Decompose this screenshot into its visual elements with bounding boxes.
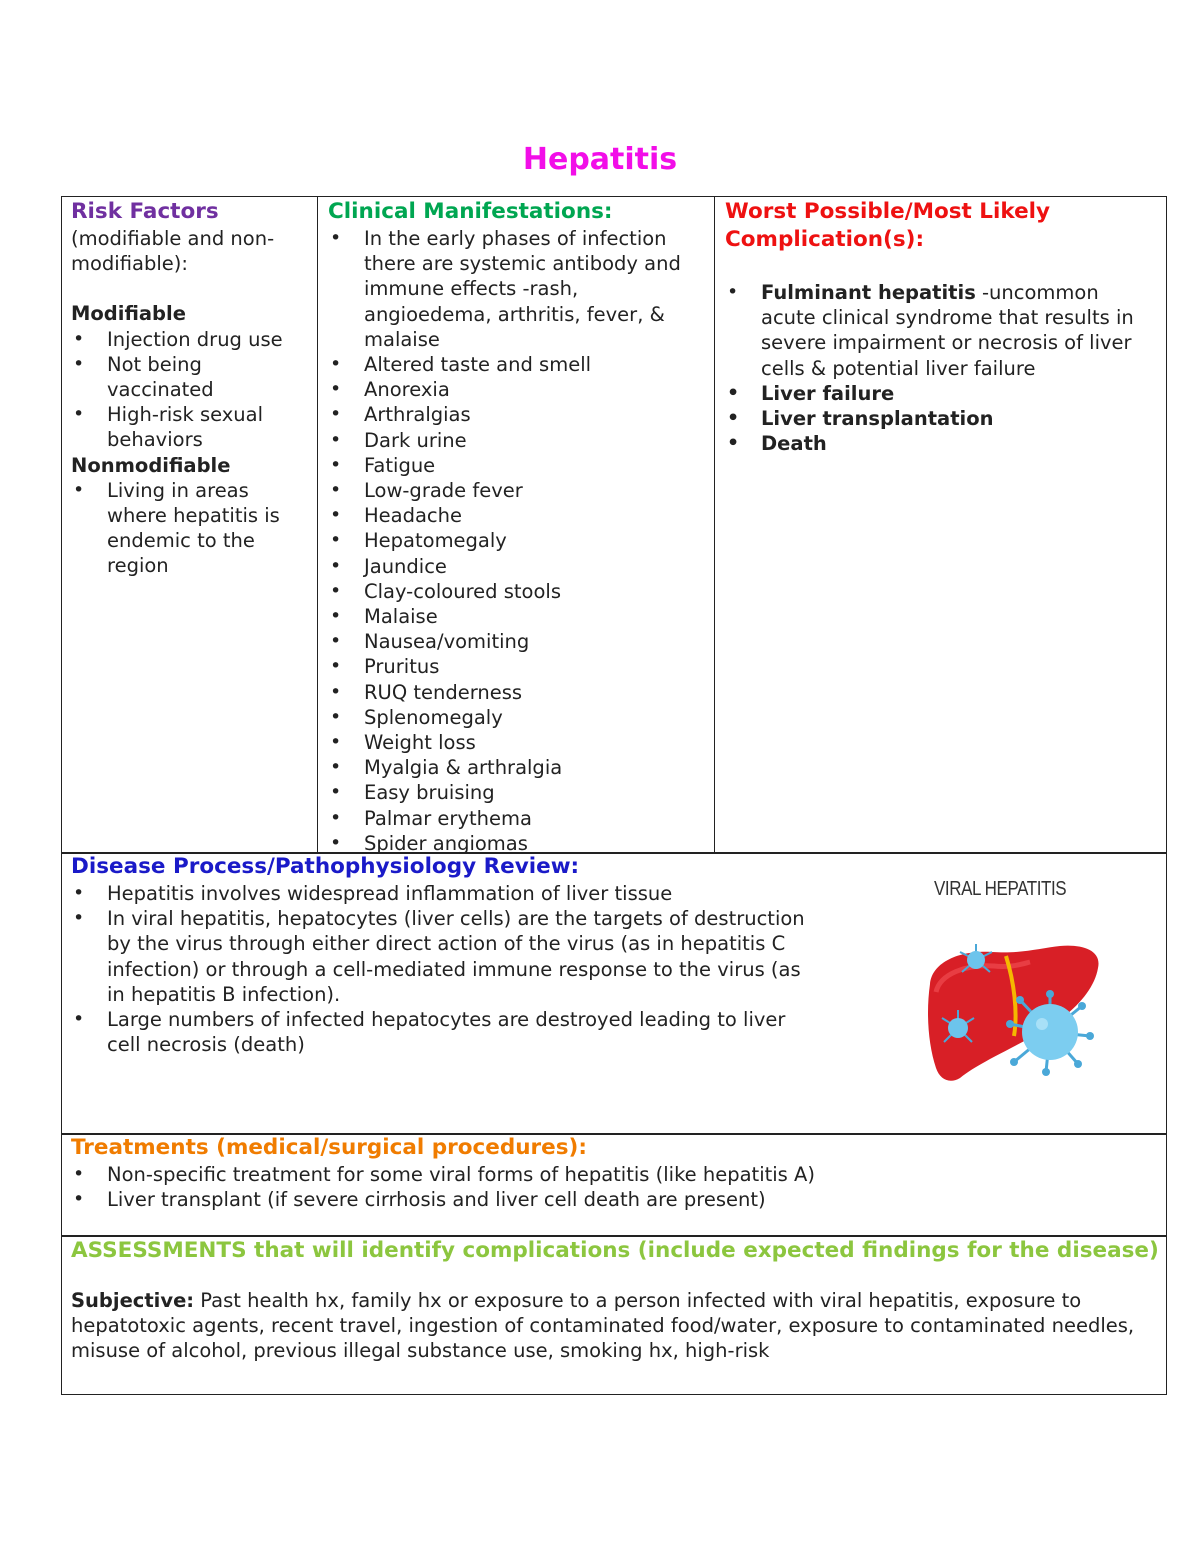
- list-item: • Injection drug use: [71, 327, 311, 352]
- pathophysiology-cell: [71, 853, 816, 1057]
- viral-hepatitis-caption: VIRAL HEPATITIS: [934, 878, 1067, 900]
- clinical-manifestations-cell: [328, 198, 708, 856]
- list-item: • RUQ tenderness: [328, 680, 708, 705]
- list-item: • Death: [725, 431, 1155, 456]
- list-item: • Large numbers of infected hepatocytes are destroyed leading to liver cell necrosis (death): [71, 1007, 816, 1057]
- liver-virus-icon: [910, 912, 1110, 1092]
- list-item: • Not being vaccinated: [71, 352, 311, 402]
- list-item: • Splenomegaly: [328, 705, 708, 730]
- page-title: Hepatitis: [522, 142, 678, 177]
- pathophysiology-heading: Disease Process/Pathophysiology Review:: [71, 854, 580, 879]
- complications-cell: [725, 198, 1155, 456]
- list-item: • Fatigue: [328, 453, 708, 478]
- column-divider-2: [714, 196, 715, 854]
- column-divider-1: [317, 196, 318, 854]
- risk-factors-cell: [71, 198, 311, 579]
- list-item: • Liver transplant (if severe cirrhosis and liver cell death are present): [71, 1187, 1151, 1212]
- risk-factors-subheading: (modifiable and non-modifiable):: [71, 227, 275, 276]
- list-item: [725, 280, 1155, 381]
- pathophysiology-list: [71, 881, 816, 1057]
- list-item: • Hepatitis involves widespread inflammation of liver tissue: [71, 881, 816, 906]
- list-item: • Non-specific treatment for some viral forms of hepatitis (like hepatitis A): [71, 1162, 1151, 1187]
- modifiable-list: [71, 327, 311, 453]
- list-item: • Jaundice: [328, 554, 708, 579]
- list-item: • Headache: [328, 503, 708, 528]
- risk-factors-heading: Risk Factors: [71, 199, 219, 224]
- list-item: • High-risk sexual behaviors: [71, 402, 311, 452]
- list-item: • In the early phases of infection there are systemic antibody and immune effects -rash, angioedema, arthritis, fever, & malaise: [328, 226, 708, 352]
- list-item: • Weight loss: [328, 730, 708, 755]
- fulminant-description: -uncommon acute clinical syndrome that results in severe impairment or necrosis of liver cells & potential liver failure: [761, 281, 1134, 380]
- list-item: • Nausea/vomiting: [328, 629, 708, 654]
- list-item: • Hepatomegaly: [328, 528, 708, 553]
- modifiable-label: Modifiable: [71, 302, 186, 326]
- nonmodifiable-label: Nonmodifiable: [71, 453, 231, 477]
- subjective-text: Past health hx, family hx or exposure to a person infected with viral hepatitis, exposure to hepatotoxic agents, recent travel, ingestion of contaminated food/water, exposure to contaminated needles, misuse of alcohol, previous illegal substance use, smoking hx, high-risk: [71, 1289, 1135, 1363]
- treatments-heading: Treatments (medical/surgical procedures):: [71, 1135, 587, 1160]
- clinical-manifestations-heading: Clinical Manifestations:: [328, 199, 613, 224]
- list-item: • Pruritus: [328, 654, 708, 679]
- list-item: • In viral hepatitis, hepatocytes (liver cells) are the targets of destruction by the virus through either direct action of the virus (as in hepatitis C infection) or through a cell-mediated immune response to the virus (as in hepatitis B infection).: [71, 906, 816, 1007]
- list-item: • Liver failure: [725, 381, 1155, 406]
- list-item: • Anorexia: [328, 377, 708, 402]
- list-item: • Spider angiomas: [328, 831, 708, 856]
- list-item: • Malaise: [328, 604, 708, 629]
- subjective-paragraph: [71, 1288, 1159, 1364]
- list-item: • Palmar erythema: [328, 806, 708, 831]
- subjective-label: Subjective:: [71, 1289, 195, 1312]
- assessments-cell: [71, 1237, 1159, 1364]
- list-item: • Myalgia & arthralgia: [328, 755, 708, 780]
- fulminant-label: Fulminant hepatitis: [761, 281, 976, 304]
- assessments-heading: ASSESSMENTS that will identify complications (include expected findings for the disease): [71, 1238, 1159, 1263]
- list-item: • Easy bruising: [328, 780, 708, 805]
- list-item: • Arthralgias: [328, 402, 708, 427]
- list-item: • Liver transplantation: [725, 406, 1155, 431]
- clinical-manifestations-list: [328, 226, 708, 856]
- complications-heading: Worst Possible/Most Likely Complication(s):: [725, 199, 1051, 252]
- list-item: • Low-grade fever: [328, 478, 708, 503]
- list-item: • Altered taste and smell: [328, 352, 708, 377]
- list-item: • Living in areas where hepatitis is endemic to the region: [71, 478, 311, 579]
- treatments-cell: [71, 1134, 1151, 1212]
- list-item: • Dark urine: [328, 428, 708, 453]
- nonmodifiable-list: [71, 478, 311, 579]
- viral-hepatitis-figure: [910, 872, 1110, 1092]
- complications-list: [725, 280, 1155, 456]
- treatments-list: [71, 1162, 1151, 1212]
- list-item: • Clay-coloured stools: [328, 579, 708, 604]
